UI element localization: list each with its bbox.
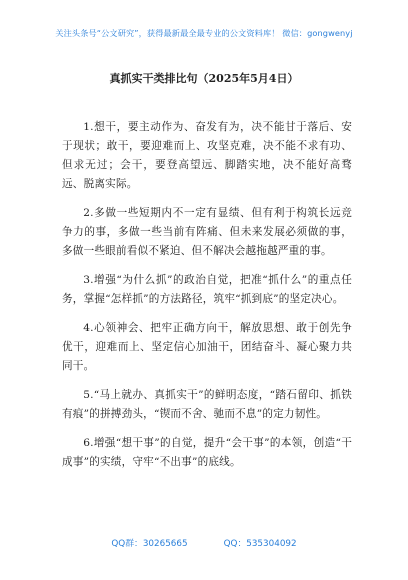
- paragraph-2: 2.多做一些短期内不一定有显绩、但有利于构筑长远竞争力的事，多做一些当前有阵痛、但未来发展必须做的事，多做一些眼前看似不紧迫、但不解决会越拖越严重的事。: [62, 207, 352, 257]
- promo-header: 关注头条号“公文研究”，获得最新最全最专业的公文资料库！ 微信：gongwenyj: [55, 28, 353, 38]
- paragraph-1: 1.想干，要主动作为、奋发有为，决不能甘于落后、安于现状；敢干，要迎难而上、攻坚克难，决不能不求有功、但求无过；会干，要登高望远、脚踏实地，决不能好高骛远、脱离实际。: [62, 121, 352, 190]
- qq-group-number: QQ群：30265665: [111, 539, 188, 549]
- paragraph-5: 5.“马上就办、真抓实干”的鲜明态度，“踏石留印、抓铁有痕”的拼搏劲头，“锲而不舍、驰而不息”的定力韧性。: [62, 389, 352, 420]
- paragraph-4: 4.心领神会、把牢正确方向干，解放思想、敢于创先争优干，迎难而上、坚定信心加油干，团结奋斗、凝心聚力共同干。: [62, 322, 352, 372]
- qq-number: QQ：535304092: [223, 539, 297, 549]
- document-body: [62, 118, 352, 482]
- paragraph-6: 6.增强“想干事”的自觉，提升“会干事”的本领，创造“干成事”的实绩，守牢“不出事”的底线。: [62, 437, 352, 468]
- contact-footer: [0, 536, 408, 549]
- document-title: 真抓实干类排比句（2025年5月4日）: [109, 72, 299, 85]
- paragraph-3: 3.增强“为什么抓”的政治自觉，把准“抓什么”的重点任务，掌握“怎样抓”的方法路径，筑牢“抓到底”的坚定决心。: [62, 274, 352, 305]
